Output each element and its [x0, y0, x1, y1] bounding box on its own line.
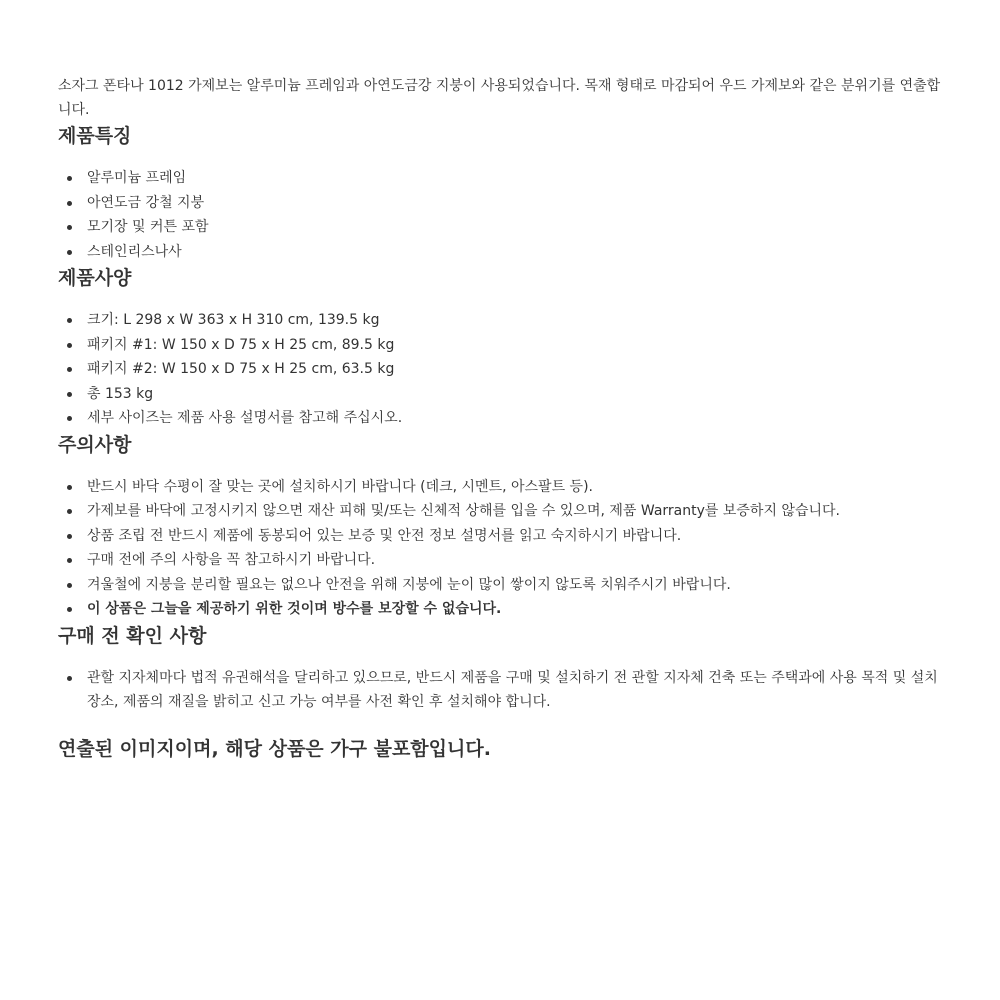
waterproof-warning-item: 이 상품은 그늘을 제공하기 위한 것이며 방수를 보장할 수 없습니다. [58, 597, 942, 622]
features-list [58, 166, 942, 264]
list-item: 모기장 및 커튼 포함 [58, 215, 942, 240]
list-item: 구매 전에 주의 사항을 꼭 참고하시기 바랍니다. [58, 548, 942, 573]
pre-purchase-check-heading: 구매 전 확인 사항 [58, 624, 207, 647]
features-heading: 제품특징 [58, 125, 132, 147]
list-item: 상품 조립 전 반드시 제품에 동봉되어 있는 보증 및 안전 정보 설명서를 읽고 숙지하시기 바랍니다. [58, 524, 942, 549]
list-item: 패키지 #2: W 150 x D 75 x H 25 cm, 63.5 kg [58, 357, 942, 382]
list-item: 겨울철에 지붕을 분리할 필요는 없으나 안전을 위해 지붕에 눈이 많이 쌓이지 않도록 치워주시기 바랍니다. [58, 573, 942, 598]
caution-heading: 주의사항 [58, 433, 132, 456]
specs-list [58, 308, 942, 431]
list-item: 총 153 kg [58, 382, 942, 407]
furniture-not-included-notice: 연출된 이미지이며, 해당 상품은 가구 불포함입니다. [58, 737, 491, 760]
caution-list [58, 475, 942, 622]
pre-purchase-check-list [58, 666, 942, 715]
list-item: 관할 지자체마다 법적 유권해석을 달리하고 있으므로, 반드시 제품을 구매 및 설치하기 전 관할 지자체 건축 또는 주택과에 사용 목적 및 설치 장소, 제품의 재질을 밝히고 신고 가능 여부를 사전 확인 후 설치해야 합니다. [58, 666, 942, 715]
specs-heading: 제품사양 [58, 267, 132, 289]
list-item: 알루미늄 프레임 [58, 166, 942, 191]
list-item: 가제보를 바닥에 고정시키지 않으면 재산 피해 및/또는 신체적 상해를 입을 수 있으며, 제품 Warranty를 보증하지 않습니다. [58, 499, 942, 524]
list-item: 크기: L 298 x W 363 x H 310 cm, 139.5 kg [58, 308, 942, 333]
list-item: 반드시 바닥 수평이 잘 맞는 곳에 설치하시기 바랍니다 (데크, 시멘트, 아스팔트 등). [58, 475, 942, 500]
list-item: 아연도금 강철 지붕 [58, 191, 942, 216]
product-intro-paragraph: 소자그 폰타나 1012 가제보는 알루미늄 프레임과 아연도금강 지붕이 사용되었습니다. 목재 형태로 마감되어 우드 가제보와 같은 분위기를 연출합니다. [58, 78, 941, 118]
list-item: 세부 사이즈는 제품 사용 설명서를 참고해 주십시오. [58, 406, 942, 431]
list-item: 패키지 #1: W 150 x D 75 x H 25 cm, 89.5 kg [58, 333, 942, 358]
list-item: 스테인리스나사 [58, 240, 942, 265]
